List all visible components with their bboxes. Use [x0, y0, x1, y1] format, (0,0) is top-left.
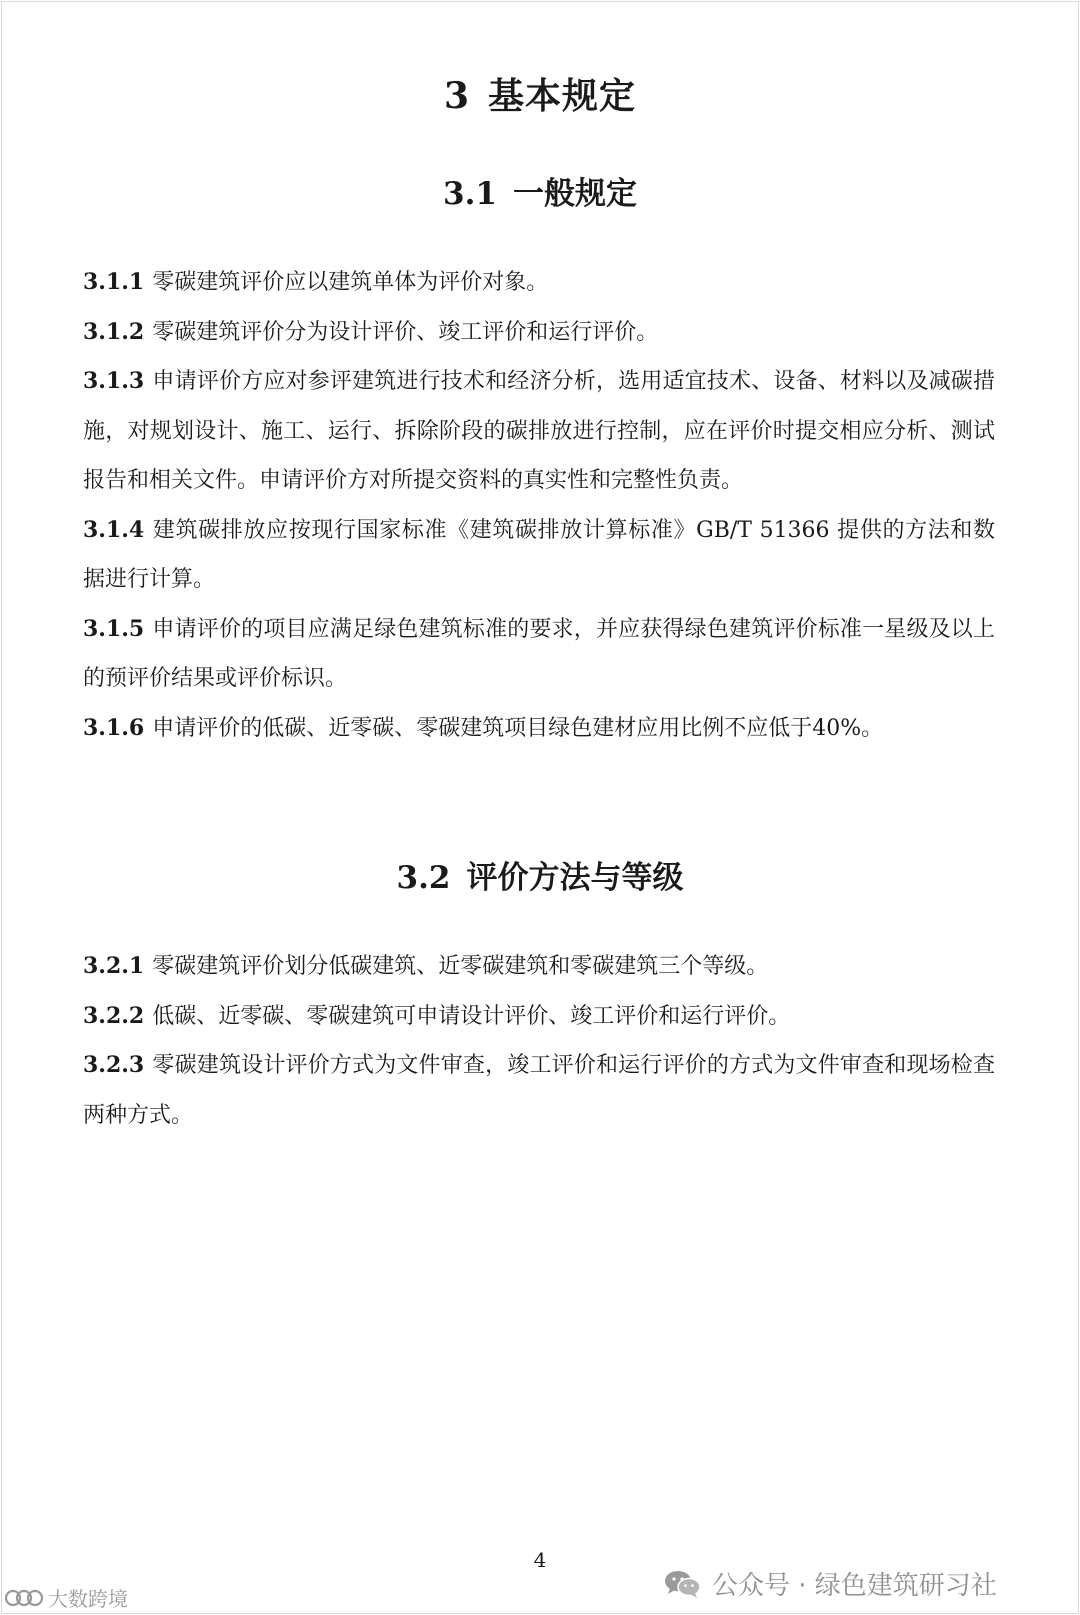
clause-3-2-3	[83, 1041, 995, 1140]
clause-text: 低碳、近零碳、零碳建筑可申请设计评价、竣工评价和运行评价。	[152, 1003, 791, 1029]
clause-number: 3.1.2	[83, 318, 145, 345]
clause-text: 零碳建筑评价划分低碳建筑、近零碳建筑和零碳建筑三个等级。	[152, 954, 769, 979]
clause-3-2-1	[83, 942, 995, 992]
section-3-2-clauses	[83, 942, 995, 1140]
section-number: 3.1	[443, 176, 497, 212]
clause-text: 申请评价方应对参评建筑进行技术和经济分析，选用适宜技术、设备、材料以及减碳措施，对规划设计、施工、运行、拆除阶段的碳排放进行控制，应在评价时提交相应分析、测试报告和相关文件。申请评价方对所提交资料的真实性和完整性负责。	[83, 369, 995, 493]
section-title-text: 评价方法与等级	[466, 860, 684, 896]
clause-3-1-3	[83, 357, 995, 506]
clause-number: 3.1.6	[83, 714, 145, 741]
clause-number: 3.1.3	[83, 368, 145, 394]
clause-number: 3.1.1	[83, 269, 145, 295]
watermark-dashukuajing	[4, 1583, 128, 1612]
section-title-text: 一般规定	[512, 176, 637, 212]
watermark-right-text: 公众号 · 绿色建筑研习社	[712, 1571, 997, 1601]
clause-number: 3.1.4	[83, 516, 145, 543]
clause-number: 3.2.2	[83, 1002, 145, 1029]
clause-3-1-6	[83, 704, 995, 754]
chapter-title	[0, 68, 1080, 119]
clause-text: 申请评价的项目应满足绿色建筑标准的要求，并应获得绿色建筑评价标准一星级及以上的预评价结果或评价标识。	[83, 616, 995, 691]
chapter-number: 3	[443, 75, 471, 117]
wechat-icon	[664, 1569, 702, 1599]
clause-text: 零碳建筑设计评价方式为文件审查，竣工评价和运行评价的方式为文件审查和现场检查两种方式。	[83, 1053, 995, 1128]
page-number: 4	[533, 1548, 547, 1572]
clause-number: 3.2.3	[83, 1052, 145, 1078]
clause-3-1-5	[83, 605, 995, 704]
clause-3-2-2	[83, 992, 995, 1042]
clause-3-1-1	[83, 258, 995, 308]
page-border	[1, 1, 1079, 1614]
chapter-title-text: 基本规定	[488, 75, 637, 117]
watermark-wechat	[664, 1565, 997, 1602]
section-title-3-2	[0, 852, 1080, 897]
clause-text: 建筑碳排放应按现行国家标准《建筑碳排放计算标准》GB/T 51366 提供的方法和数据进行计算。	[83, 517, 995, 592]
clause-text: 申请评价的低碳、近零碳、零碳建筑项目绿色建材应用比例不应低于40%。	[152, 715, 884, 741]
dashukuajing-logo-icon	[4, 1586, 44, 1610]
section-number: 3.2	[396, 860, 451, 896]
clause-number: 3.2.1	[83, 953, 145, 979]
watermark-left-text: 大数跨境	[48, 1587, 128, 1611]
section-title-3-1	[0, 168, 1080, 213]
section-3-1-clauses	[83, 258, 995, 753]
clause-3-1-4	[83, 506, 995, 605]
clause-number: 3.1.5	[83, 615, 145, 642]
clause-text: 零碳建筑评价分为设计评价、竣工评价和运行评价。	[152, 319, 659, 345]
clause-text: 零碳建筑评价应以建筑单体为评价对象。	[152, 270, 549, 295]
clause-3-1-2	[83, 308, 995, 358]
